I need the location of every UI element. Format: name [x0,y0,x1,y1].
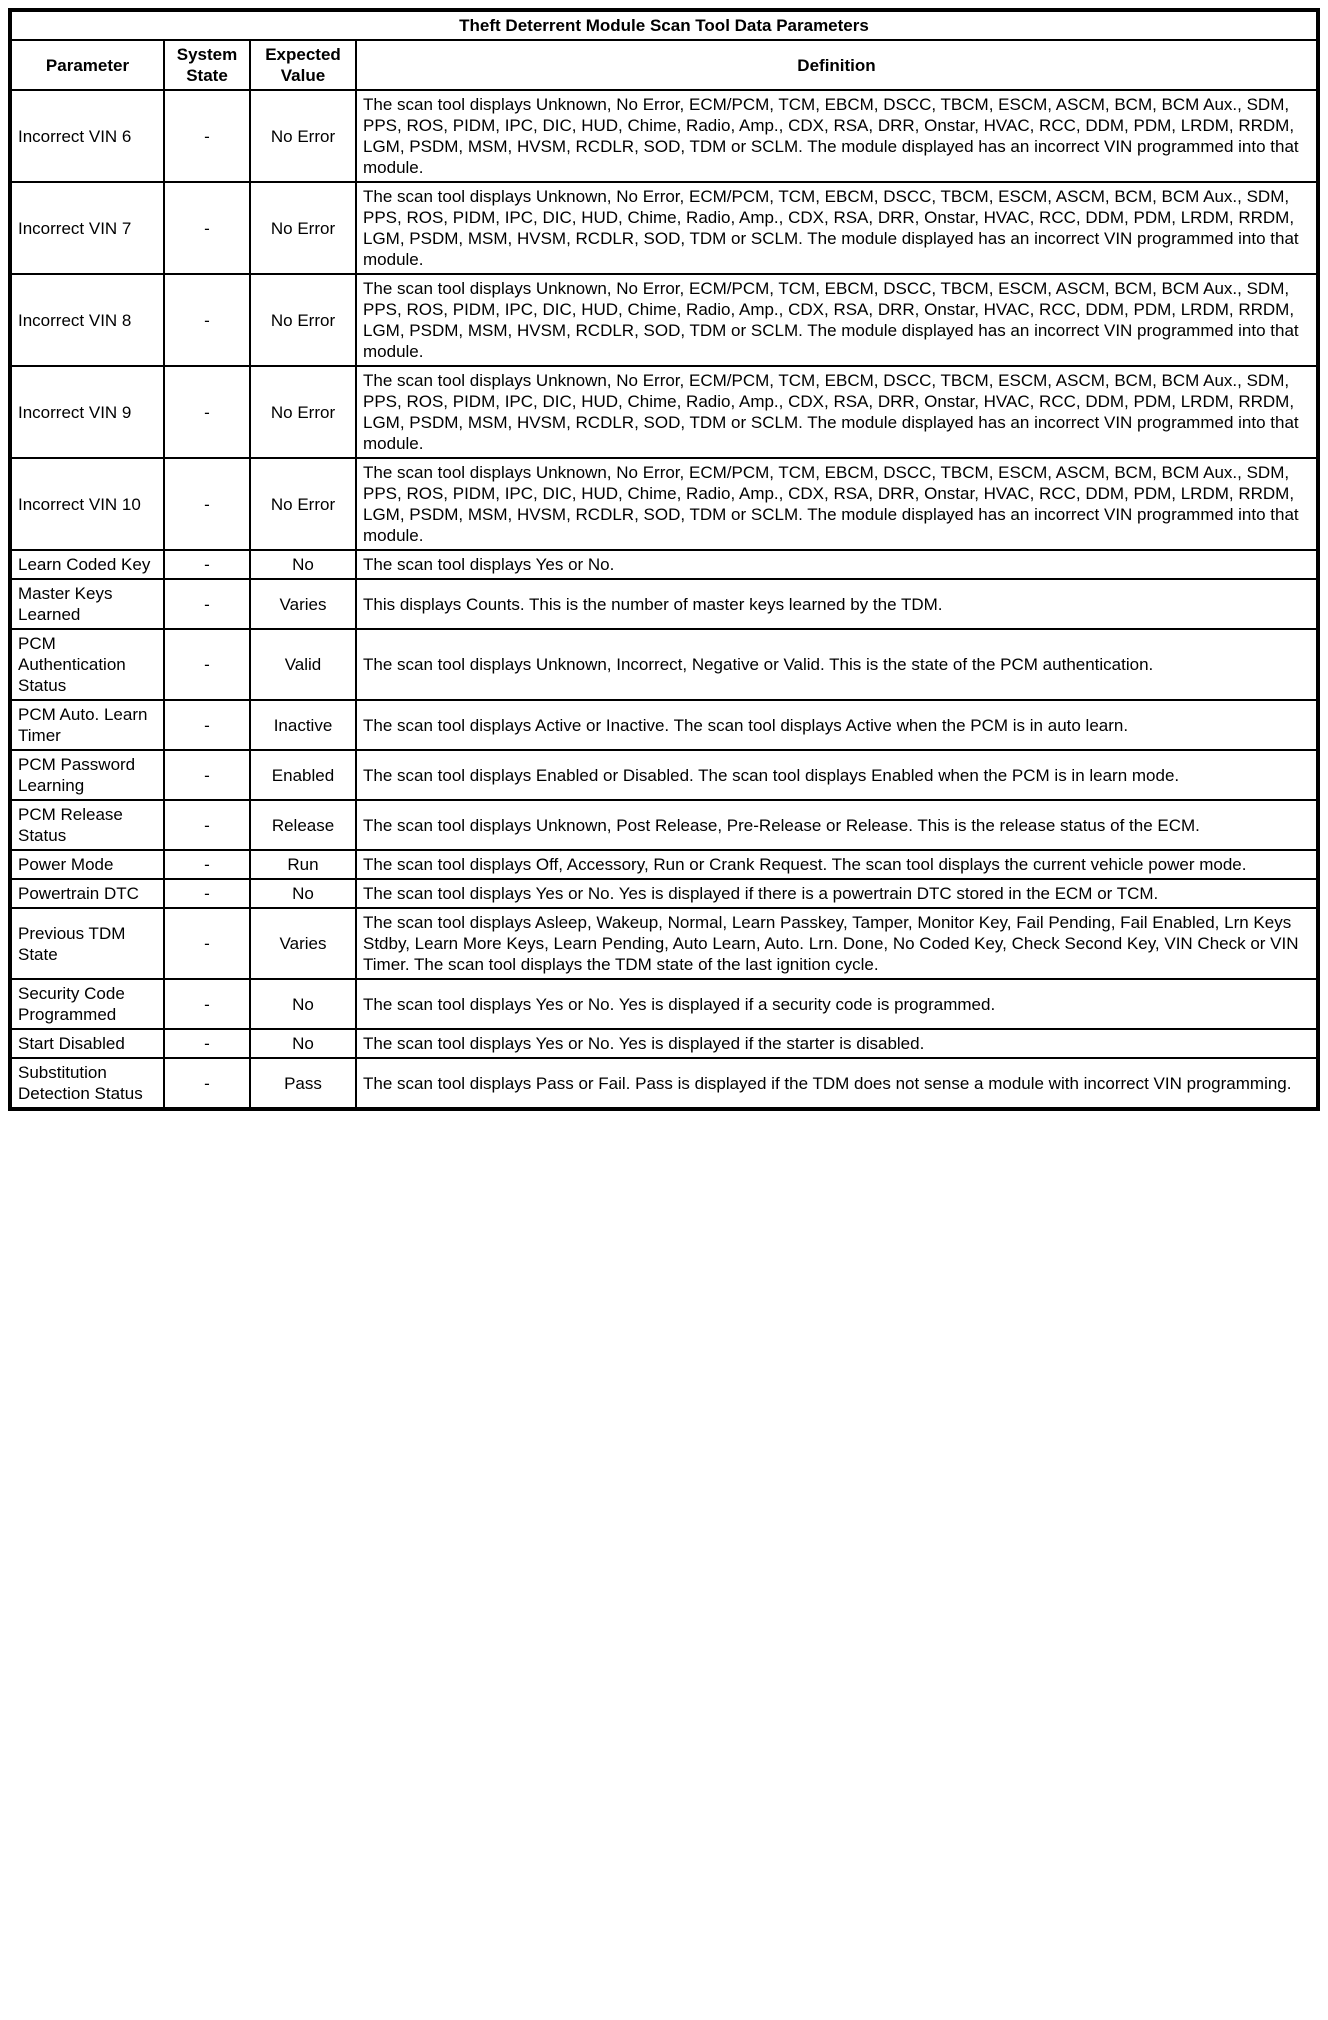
expected-value-cell: No Error [250,366,356,458]
definition-cell: The scan tool displays Yes or No. Yes is displayed if a security code is programmed. [356,979,1318,1029]
definition-cell: The scan tool displays Yes or No. Yes is displayed if there is a powertrain DTC stored in the ECM or TCM. [356,879,1318,908]
expected-value-cell: Varies [250,579,356,629]
definition-cell: The scan tool displays Enabled or Disabled. The scan tool displays Enabled when the PCM is in learn mode. [356,750,1318,800]
parameter-cell: Previous TDM State [10,908,164,979]
parameter-cell: Master Keys Learned [10,579,164,629]
expected-value-cell: No Error [250,182,356,274]
expected-value-cell: Enabled [250,750,356,800]
title-row [10,10,1318,40]
system-state-cell: - [164,800,250,850]
system-state-cell: - [164,458,250,550]
expected-value-cell: No [250,979,356,1029]
parameter-cell: Security Code Programmed [10,979,164,1029]
expected-value-cell: No [250,550,356,579]
table-row [10,879,1318,908]
definition-cell: The scan tool displays Unknown, Incorrect, Negative or Valid. This is the state of the PCM authentication. [356,629,1318,700]
table-row [10,629,1318,700]
definition-cell: The scan tool displays Pass or Fail. Pass is displayed if the TDM does not sense a module with incorrect VIN programming. [356,1058,1318,1109]
parameter-cell: Start Disabled [10,1029,164,1058]
table-row [10,750,1318,800]
system-state-cell: - [164,1029,250,1058]
table-row [10,90,1318,182]
column-header-system-state: System State [164,40,250,90]
definition-cell: The scan tool displays Asleep, Wakeup, Normal, Learn Passkey, Tamper, Monitor Key, Fail Pending, Fail Enabled, Lrn Keys Stdby, Learn More Keys, Learn Pending, Auto Learn, Auto. Lrn. Done, No Coded Key, Check Second Key, VIN Check or VIN Timer. The scan tool displays the TDM state of the last ignition cycle. [356,908,1318,979]
table-row [10,800,1318,850]
column-header-definition: Definition [356,40,1318,90]
system-state-cell: - [164,366,250,458]
expected-value-cell: Inactive [250,700,356,750]
table-row [10,550,1318,579]
parameter-cell: Incorrect VIN 7 [10,182,164,274]
header-row [10,40,1318,90]
expected-value-cell: No [250,879,356,908]
system-state-cell: - [164,700,250,750]
parameter-cell: PCM Password Learning [10,750,164,800]
parameter-cell: Powertrain DTC [10,879,164,908]
column-header-expected-value: Expected Value [250,40,356,90]
definition-cell: The scan tool displays Unknown, No Error, ECM/PCM, TCM, EBCM, DSCC, TBCM, ESCM, ASCM, BCM, BCM Aux., SDM, PPS, ROS, PIDM, IPC, DIC, HUD, Chime, Radio, Amp., CDX, RSA, DRR, Onstar, HVAC, RCC, DDM, PDM, LRDM, RRDM, LGM, PSDM, MSM, HVSM, RCDLR, SOD, TDM or SCLM. The module displayed has an incorrect VIN programmed into that module. [356,182,1318,274]
parameter-cell: Incorrect VIN 10 [10,458,164,550]
system-state-cell: - [164,979,250,1029]
table-row [10,700,1318,750]
expected-value-cell: No Error [250,458,356,550]
expected-value-cell: Release [250,800,356,850]
system-state-cell: - [164,879,250,908]
system-state-cell: - [164,1058,250,1109]
system-state-cell: - [164,629,250,700]
system-state-cell: - [164,274,250,366]
system-state-cell: - [164,850,250,879]
table-body [10,90,1318,1109]
parameter-cell: PCM Auto. Learn Timer [10,700,164,750]
definition-cell: This displays Counts. This is the number of master keys learned by the TDM. [356,579,1318,629]
table-row [10,182,1318,274]
table-row [10,366,1318,458]
scan-tool-data-table [8,8,1320,1111]
system-state-cell: - [164,579,250,629]
expected-value-cell: No Error [250,274,356,366]
definition-cell: The scan tool displays Unknown, No Error, ECM/PCM, TCM, EBCM, DSCC, TBCM, ESCM, ASCM, BCM, BCM Aux., SDM, PPS, ROS, PIDM, IPC, DIC, HUD, Chime, Radio, Amp., CDX, RSA, DRR, Onstar, HVAC, RCC, DDM, PDM, LRDM, RRDM, LGM, PSDM, MSM, HVSM, RCDLR, SOD, TDM or SCLM. The module displayed has an incorrect VIN programmed into that module. [356,274,1318,366]
parameter-cell: Incorrect VIN 8 [10,274,164,366]
table-row [10,908,1318,979]
expected-value-cell: Run [250,850,356,879]
parameter-cell: PCM Authentication Status [10,629,164,700]
definition-cell: The scan tool displays Unknown, Post Release, Pre-Release or Release. This is the release status of the ECM. [356,800,1318,850]
definition-cell: The scan tool displays Yes or No. Yes is displayed if the starter is disabled. [356,1029,1318,1058]
definition-cell: The scan tool displays Off, Accessory, Run or Crank Request. The scan tool displays the current vehicle power mode. [356,850,1318,879]
expected-value-cell: Varies [250,908,356,979]
parameter-cell: Learn Coded Key [10,550,164,579]
expected-value-cell: No Error [250,90,356,182]
expected-value-cell: Valid [250,629,356,700]
table-row [10,1058,1318,1109]
table-row [10,979,1318,1029]
expected-value-cell: Pass [250,1058,356,1109]
system-state-cell: - [164,90,250,182]
table-row [10,274,1318,366]
system-state-cell: - [164,750,250,800]
table-row [10,1029,1318,1058]
parameter-cell: Incorrect VIN 9 [10,366,164,458]
definition-cell: The scan tool displays Active or Inactive. The scan tool displays Active when the PCM is in auto learn. [356,700,1318,750]
definition-cell: The scan tool displays Unknown, No Error, ECM/PCM, TCM, EBCM, DSCC, TBCM, ESCM, ASCM, BCM, BCM Aux., SDM, PPS, ROS, PIDM, IPC, DIC, HUD, Chime, Radio, Amp., CDX, RSA, DRR, Onstar, HVAC, RCC, DDM, PDM, LRDM, RRDM, LGM, PSDM, MSM, HVSM, RCDLR, SOD, TDM or SCLM. The module displayed has an incorrect VIN programmed into that module. [356,458,1318,550]
parameter-cell: Incorrect VIN 6 [10,90,164,182]
parameter-cell: PCM Release Status [10,800,164,850]
definition-cell: The scan tool displays Unknown, No Error, ECM/PCM, TCM, EBCM, DSCC, TBCM, ESCM, ASCM, BCM, BCM Aux., SDM, PPS, ROS, PIDM, IPC, DIC, HUD, Chime, Radio, Amp., CDX, RSA, DRR, Onstar, HVAC, RCC, DDM, PDM, LRDM, RRDM, LGM, PSDM, MSM, HVSM, RCDLR, SOD, TDM or SCLM. The module displayed has an incorrect VIN programmed into that module. [356,366,1318,458]
table-row [10,458,1318,550]
parameter-cell: Power Mode [10,850,164,879]
expected-value-cell: No [250,1029,356,1058]
definition-cell: The scan tool displays Yes or No. [356,550,1318,579]
column-header-parameter: Parameter [10,40,164,90]
parameter-cell: Substitution Detection Status [10,1058,164,1109]
definition-cell: The scan tool displays Unknown, No Error, ECM/PCM, TCM, EBCM, DSCC, TBCM, ESCM, ASCM, BCM, BCM Aux., SDM, PPS, ROS, PIDM, IPC, DIC, HUD, Chime, Radio, Amp., CDX, RSA, DRR, Onstar, HVAC, RCC, DDM, PDM, LRDM, RRDM, LGM, PSDM, MSM, HVSM, RCDLR, SOD, TDM or SCLM. The module displayed has an incorrect VIN programmed into that module. [356,90,1318,182]
system-state-cell: - [164,182,250,274]
table-title: Theft Deterrent Module Scan Tool Data Parameters [10,10,1318,40]
table-row [10,579,1318,629]
system-state-cell: - [164,908,250,979]
system-state-cell: - [164,550,250,579]
table-row [10,850,1318,879]
